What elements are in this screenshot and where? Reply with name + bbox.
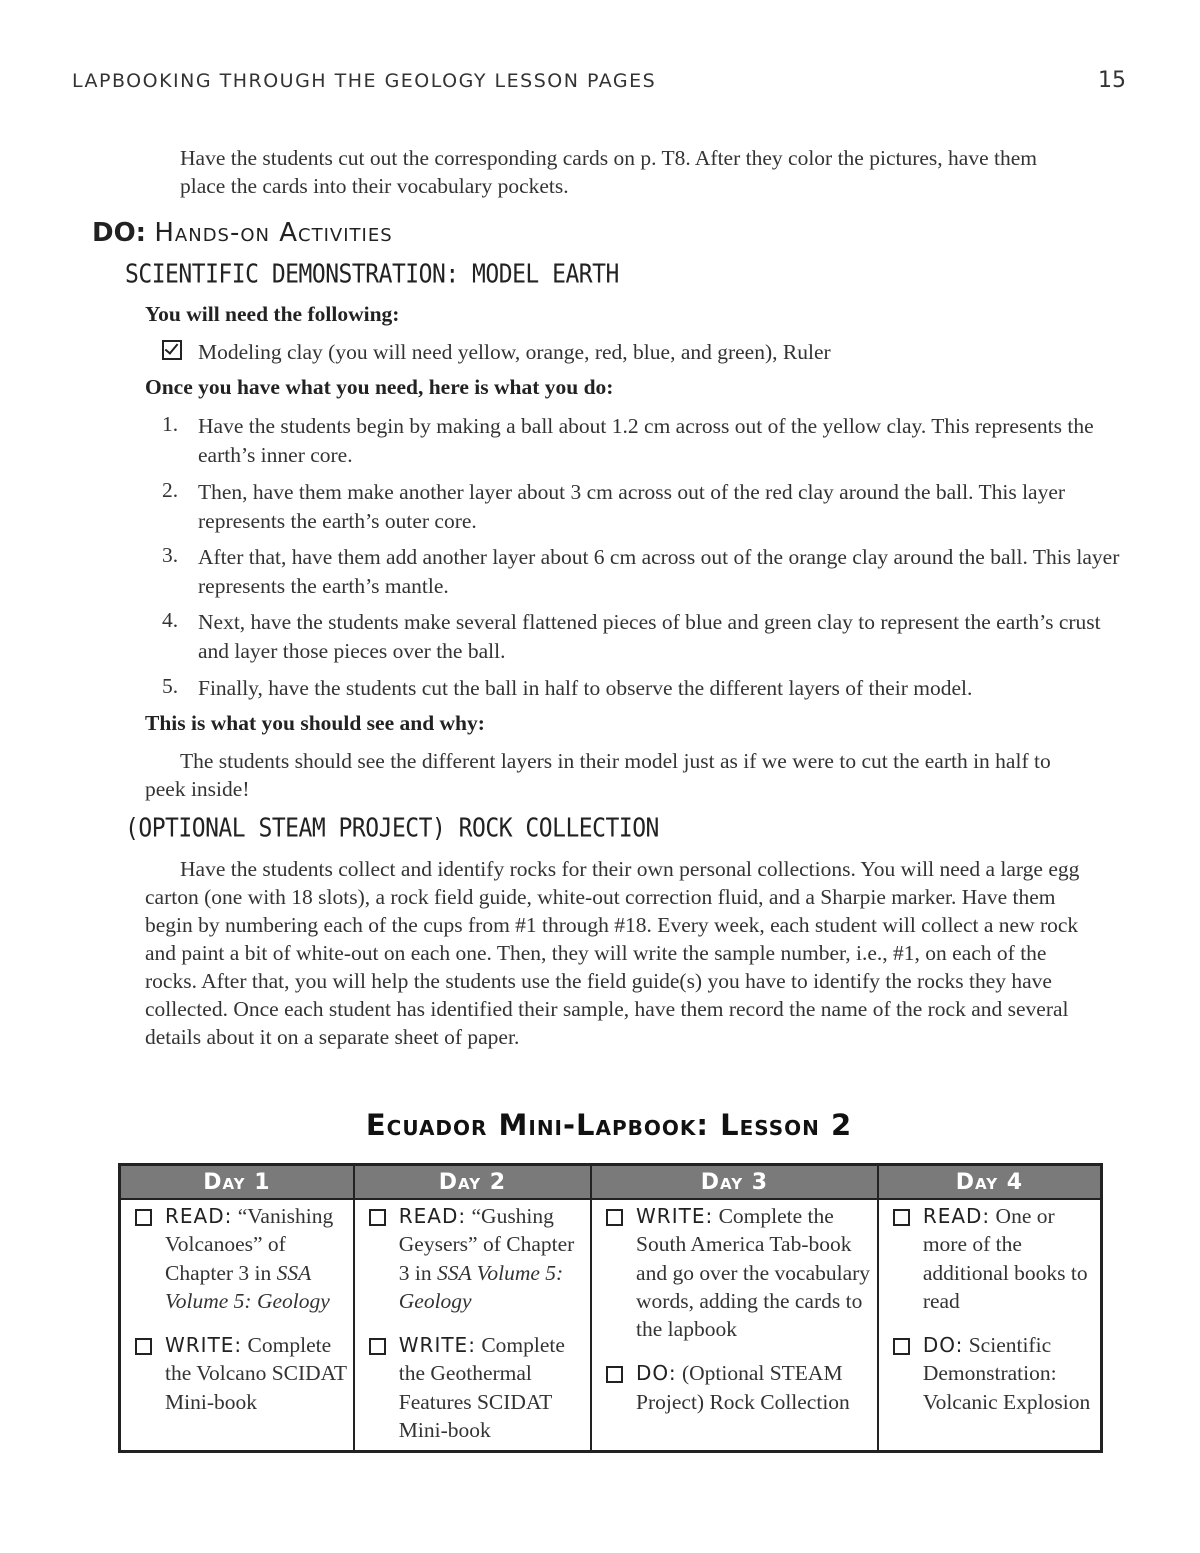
- step-text: Finally, have the students cut the ball in half to observe the different layers of their model.: [198, 676, 973, 700]
- see-line-1: The students should see the different layers in their model just as if we were to cut the earth in half to: [180, 749, 1051, 773]
- rock-line: Have the students collect and identify rocks for their own personal collections. You will need a large egg: [180, 857, 1080, 881]
- task-book-title: SSA Volume 5: Geology: [398, 1260, 564, 1313]
- day-3-cell: [591, 1199, 878, 1452]
- rock-line: and paint a bit of white-out on each one. Then, they will write the sample number, i.e., #1, on each of the: [145, 941, 1047, 965]
- step-text: After that, have them add another layer about 6 cm across out of the orange clay around the ball. This layer represents the earth’s mantle.: [198, 545, 1120, 598]
- day-1-cell: [120, 1199, 354, 1452]
- checkbox-icon[interactable]: [369, 1209, 386, 1226]
- section-heading: [92, 218, 393, 248]
- running-head: LAPBOOKING THROUGH THE GEOLOGY LESSON PAGES: [72, 70, 657, 92]
- rock-line: carton (one with 18 slots), a rock field guide, white-out correction fluid, and a Sharpie marker. Have them: [145, 885, 1056, 909]
- task-book-title: SSA Volume 5: Geology: [165, 1260, 330, 1313]
- task-text: Complete the Volcano SCIDAT Mini-book: [165, 1333, 347, 1414]
- checkbox-icon[interactable]: [606, 1209, 623, 1226]
- step-number: 2.: [162, 478, 179, 502]
- checkbox-icon[interactable]: [135, 1338, 152, 1355]
- task-keyword: WRITE:: [165, 1333, 243, 1358]
- step-text: Next, have the students make several flattened pieces of blue and green clay to represent the earth’s crust and layer those pieces over the ball.: [198, 610, 1101, 663]
- task-keyword: WRITE:: [636, 1204, 714, 1228]
- rock-line: collected. Once each student has identified their sample, have them record the name of the rock and several: [145, 997, 1069, 1021]
- materials-list: Modeling clay (you will need yellow, orange, red, blue, and green), Ruler: [198, 340, 831, 364]
- task-text: (Optional STEAM Project) Rock Collection: [636, 1361, 850, 1414]
- rock-line: rocks. After that, you will help the students use the field guide(s) you have to identify the rocks they have: [145, 969, 1052, 993]
- step-number: 3.: [162, 543, 179, 567]
- page-number: 15: [1098, 68, 1126, 93]
- intro-line-2: place the cards into their vocabulary pockets.: [180, 174, 569, 198]
- task-keyword: READ:: [165, 1204, 233, 1228]
- task-text: One or more of the additional books to read: [922, 1204, 1088, 1313]
- task-text: Complete the South America Tab-book and go over the vocabulary words, adding the cards to the lapbook: [636, 1204, 871, 1342]
- see-line-2: peek inside!: [145, 777, 250, 801]
- see-label: This is what you should see and why:: [145, 711, 485, 735]
- day-2-cell: [354, 1199, 591, 1452]
- do-label: Once you have what you need, here is what you do:: [145, 375, 614, 399]
- lapbook-title: Ecuador Mini-Lapbook: Lesson 2: [365, 1108, 853, 1142]
- need-label: You will need the following:: [145, 302, 400, 326]
- day-header: Day 2: [354, 1165, 591, 1200]
- rock-line: details about it on a separate sheet of paper.: [145, 1025, 520, 1049]
- task-item: [367, 1331, 584, 1444]
- task-item: [367, 1202, 584, 1315]
- step-number: 1.: [162, 412, 179, 436]
- task-item: [891, 1331, 1094, 1416]
- task-text: Scientific Demonstration: Volcanic Explosion: [922, 1333, 1091, 1414]
- checkbox-icon[interactable]: [893, 1209, 910, 1226]
- task-keyword: DO:: [636, 1361, 677, 1386]
- task-keyword: DO:: [922, 1333, 964, 1358]
- lapbook-schedule-table: [118, 1163, 1103, 1453]
- day-header: Day 1: [120, 1165, 354, 1200]
- checkbox-icon[interactable]: [135, 1209, 152, 1226]
- task-item: [604, 1359, 871, 1416]
- rock-title: (OPTIONAL STEAM PROJECT) ROCK COLLECTION: [125, 814, 659, 844]
- task-text: “Gushing Geysers” of Chapter 3 in: [398, 1204, 575, 1285]
- demo-title: SCIENTIFIC DEMONSTRATION: MODEL EARTH: [125, 260, 619, 290]
- task-keyword: READ:: [398, 1204, 467, 1228]
- table-row: [120, 1199, 1102, 1452]
- checkbox-icon[interactable]: [606, 1366, 623, 1383]
- intro-line-1: Have the students cut out the corresponding cards on p. T8. After they color the pictures, have them: [180, 146, 1037, 170]
- task-item: [133, 1331, 347, 1416]
- rock-line: begin by numbering each of the cups from #1 through #18. Every week, each student will collect a new rock: [145, 913, 1079, 937]
- section-title: Hands-on Activities: [154, 218, 393, 248]
- task-text: “Vanishing Volcanoes” of Chapter 3 in: [165, 1204, 334, 1285]
- section-label: DO:: [92, 218, 147, 248]
- task-item: [133, 1202, 347, 1315]
- task-item: [891, 1202, 1094, 1315]
- step-text: Have the students begin by making a ball about 1.2 cm across out of the yellow clay. This represents the earth’s inner core.: [198, 414, 1094, 467]
- day-4-cell: [878, 1199, 1102, 1452]
- step-text: Then, have them make another layer about 3 cm across out of the red clay around the ball. This layer represents the earth’s outer core.: [198, 480, 1066, 533]
- checkbox-icon[interactable]: [893, 1338, 910, 1355]
- table-header-row: [120, 1165, 1102, 1200]
- day-header: Day 4: [878, 1165, 1102, 1200]
- task-item: [604, 1202, 871, 1343]
- step-number: 5.: [162, 674, 179, 698]
- day-header: Day 3: [591, 1165, 878, 1200]
- task-text: Complete the Geothermal Features SCIDAT Mini-book: [398, 1333, 565, 1443]
- checkbox-icon[interactable]: [369, 1338, 386, 1355]
- task-keyword: READ:: [922, 1204, 991, 1228]
- task-keyword: WRITE:: [398, 1333, 476, 1358]
- checked-box-icon: [162, 340, 182, 360]
- step-number: 4.: [162, 608, 179, 632]
